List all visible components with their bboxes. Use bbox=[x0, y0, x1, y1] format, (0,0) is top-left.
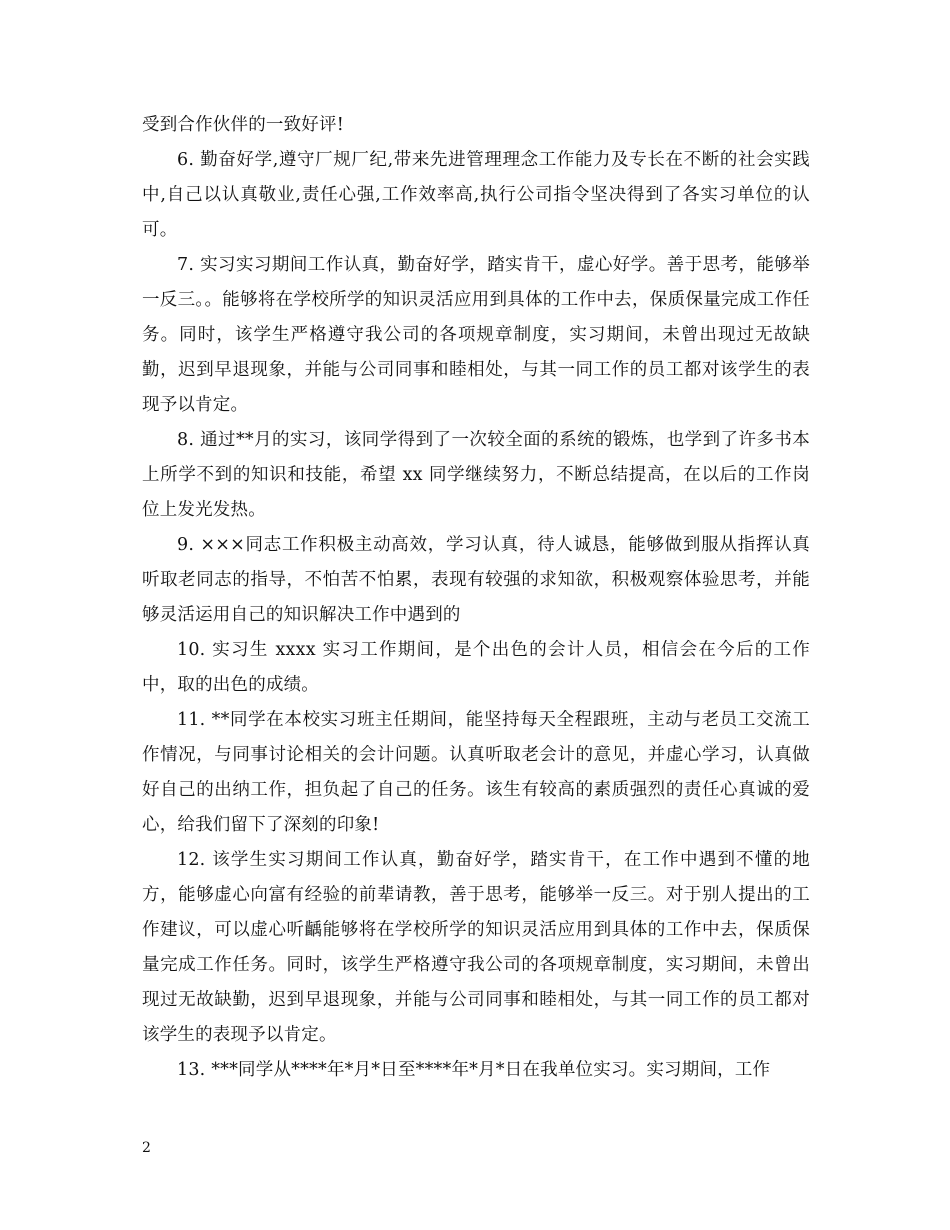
document-body bbox=[142, 108, 810, 1088]
paragraph-item-9: 9. ×××同志工作积极主动高效，学习认真，待人诚恳，能够做到服从指挥认真听取老同志的指导，不怕苦不怕累，表现有较强的求知欲，积极观察体验思考，并能够灵活运用自己的知识解决工作中遇到的 bbox=[142, 535, 810, 625]
paragraph-continuation: 受到合作伙伴的一致好评! bbox=[142, 115, 344, 135]
paragraph-item-6: 6. 勤奋好学,遵守厂规厂纪,带来先进管理理念工作能力及专长在不断的社会实践中,自己以认真敬业,责任心强,工作效率高,执行公司指令坚决得到了各实习单位的认可。 bbox=[142, 150, 810, 240]
paragraph-item-7: 7. 实习实习期间工作认真，勤奋好学，踏实肯干，虚心好学。善于思考，能够举一反三。。能够将在学校所学的知识灵活应用到具体的工作中去，保质保量完成工作任务。同时，该学生严格遵守我公司的各项规章制度，实习期间，未曾出现过无故缺勤，迟到早退现象，并能与公司同事和睦相处，与其一同工作的员工都对该学生的表现予以肯定。 bbox=[142, 255, 810, 415]
paragraph-item-13: 13. ***同学从****年*月*日至****年*月*日在我单位实习。实习期间，工作 bbox=[177, 1060, 771, 1080]
paragraph-item-8: 8. 通过**月的实习，该同学得到了一次较全面的系统的锻炼，也学到了许多书本上所学不到的知识和技能，希望 xx 同学继续努力，不断总结提高，在以后的工作岗位上发光发热。 bbox=[142, 430, 810, 520]
paragraph-item-10: 10. 实习生 xxxx 实习工作期间，是个出色的会计人员，相信会在今后的工作中，取的出色的成绩。 bbox=[142, 640, 810, 695]
page-number: 2 bbox=[142, 1140, 151, 1156]
paragraph-item-12: 12. 该学生实习期间工作认真，勤奋好学，踏实肯干，在工作中遇到不懂的地方，能够虚心向富有经验的前辈请教，善于思考，能够举一反三。对于别人提出的工作建议，可以虚心听齲能够将在学校所学的知识灵活应用到具体的工作中去，保质保量完成工作任务。同时，该学生严格遵守我公司的各项规章制度，实习期间，未曾出现过无故缺勤，迟到早退现象，并能与公司同事和睦相处，与其一同工作的员工都对该学生的表现予以肯定。 bbox=[142, 850, 810, 1045]
paragraph-item-11: 11. **同学在本校实习班主任期间，能坚持每天全程跟班，主动与老员工交流工作情况，与同事讨论相关的会计问题。认真听取老会计的意见，并虚心学习，认真做好自己的出纳工作，担负起了自己的任务。该生有较高的素质强烈的责任心真诚的爱心，给我们留下了深刻的印象! bbox=[142, 710, 810, 835]
